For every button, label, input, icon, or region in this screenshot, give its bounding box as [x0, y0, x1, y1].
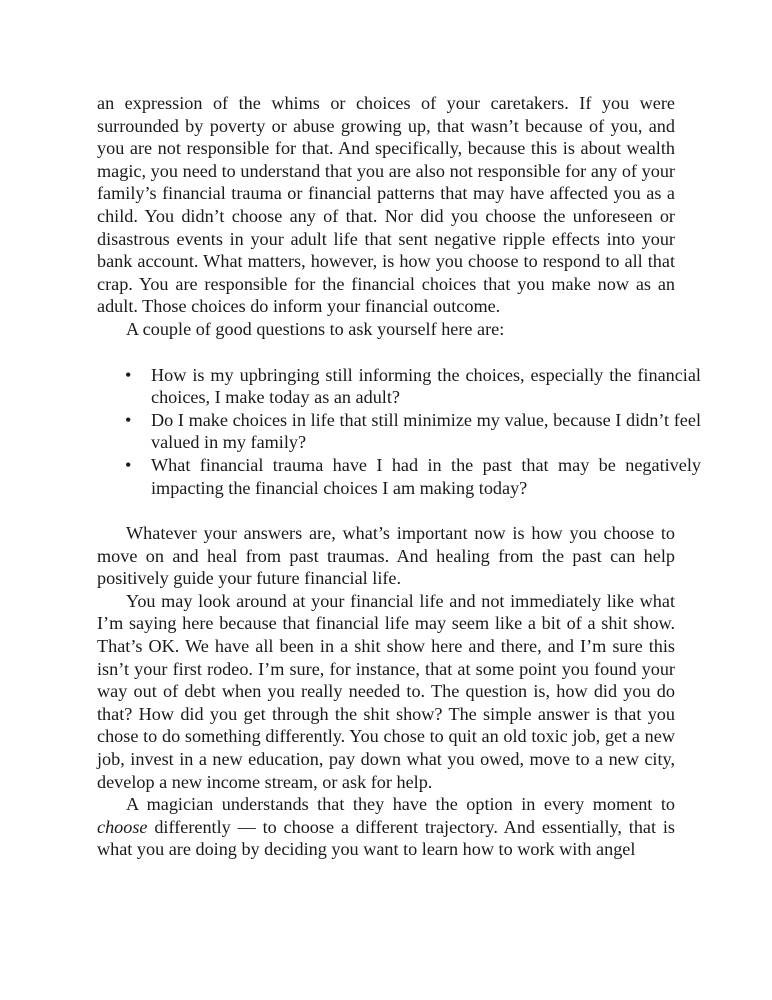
emphasis-choose: choose: [97, 816, 148, 837]
question-list: [97, 364, 701, 500]
bullet-icon: •: [125, 454, 132, 475]
paragraph-magician: [97, 793, 675, 861]
magician-text-start: A magician understands that they have the option in every moment to: [126, 794, 675, 815]
paragraph-questions-intro: A couple of good questions to ask yourself here are:: [126, 318, 505, 339]
magician-text-end: differently — to choose a different trajectory. And essentially, that is what you are doing by deciding you want to learn how to work with angel: [97, 816, 675, 860]
list-item-text: Do I make choices in life that still minimize my value, because I didn’t feel valued in my family?: [151, 409, 701, 453]
paragraph-healing: Whatever your answers are, what’s important now is how you choose to move on and heal from past traumas. And healing from the past can help positively guide your future financial life.: [97, 523, 675, 589]
list-item: [97, 454, 701, 499]
list-item-text: How is my upbringing still informing the choices, especially the financial choices, I make today as an adult?: [151, 364, 701, 408]
bullet-icon: •: [125, 409, 132, 430]
paragraph-shit-show: You may look around at your financial life and not immediately like what I’m saying here because that financial life may seem like a bit of a shit show. That’s OK. We have all been in a shit show here and there, and I’m sure this isn’t your first rodeo. I’m sure, for instance, that at some point you found your way out of debt when you really needed to. The question is, how did you do that? How did you get through the shit show? The simple answer is that you chose to do something differently. You chose to quit an old toxic job, get a new job, invest in a new education, pay down what you owed, move to a new city, develop a new income stream, or ask for help.: [97, 590, 675, 792]
list-item: [97, 364, 701, 409]
list-item: [97, 409, 701, 454]
list-item-text: What financial trauma have I had in the past that may be negatively impacting the financial choices I am making today?: [151, 454, 701, 498]
bullet-icon: •: [125, 364, 132, 385]
page-body: [97, 92, 701, 861]
paragraph-caretakers: an expression of the whims or choices of your caretakers. If you were surrounded by poverty or abuse growing up, that wasn’t because of you, and you are not responsible for that. And specifically, because this is about wealth magic, you need to understand that you are also not responsible for any of your family’s financial trauma or financial patterns that may have affected you as a child. You didn’t choose any of that. Nor did you choose the unforeseen or disastrous events in your adult life that sent negative ripple effects into your bank account. What matters, however, is how you choose to respond to all that crap. You are responsible for the financial choices that you make now as an adult. Those choices do inform your financial outcome.: [97, 93, 675, 317]
